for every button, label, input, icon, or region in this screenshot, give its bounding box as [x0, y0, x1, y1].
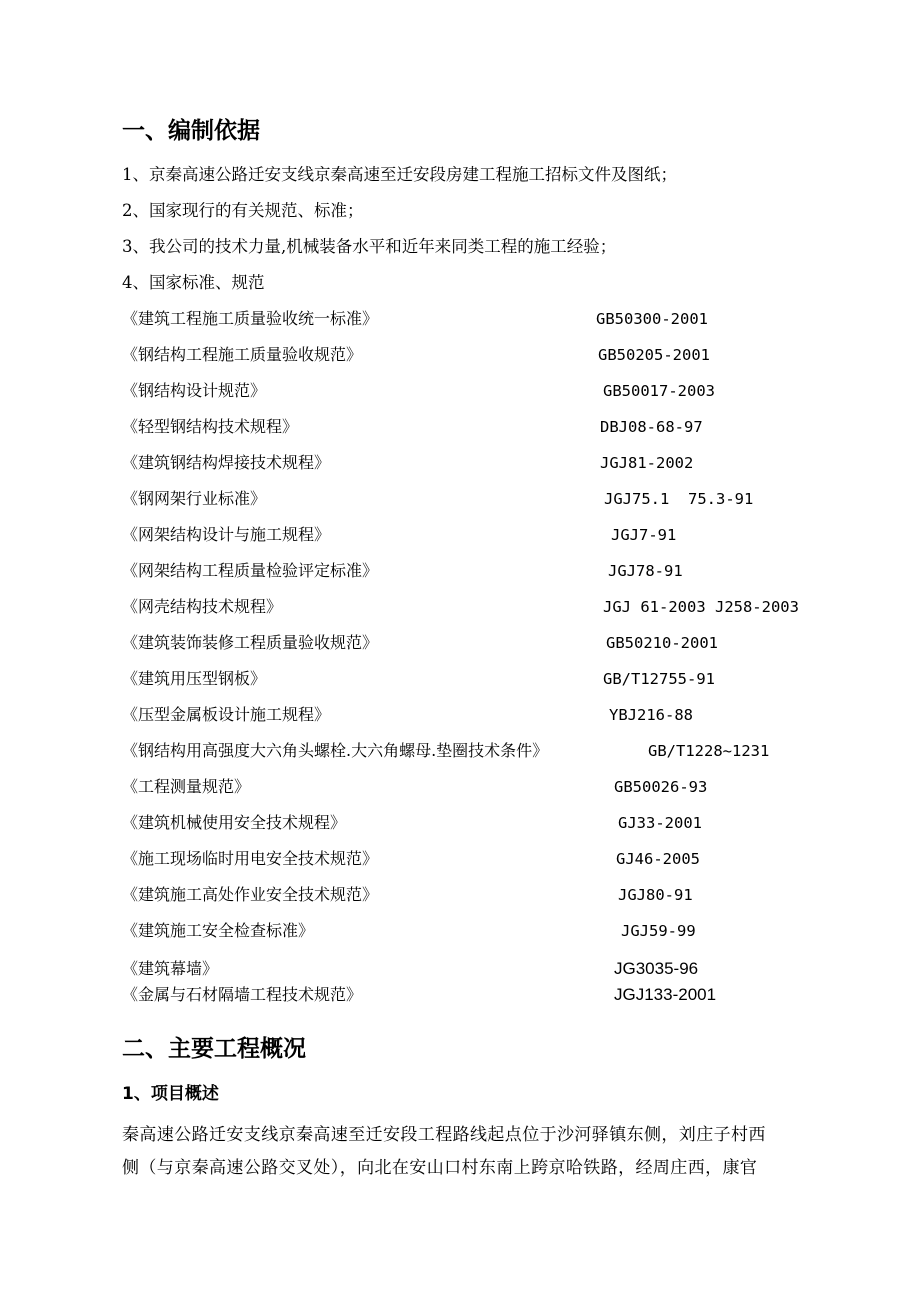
standard-name: 《建筑机械使用安全技术规程》: [122, 813, 347, 832]
standard-name: 《建筑施工高处作业安全技术规范》: [122, 885, 379, 904]
standard-row: [122, 379, 822, 403]
section1-title: 一、编制依据: [122, 118, 260, 144]
standard-row: [122, 811, 822, 835]
basis-item-4: 4、国家标准、规范: [122, 273, 265, 292]
standard-row: [122, 559, 822, 583]
standard-row: [122, 703, 822, 727]
standard-name: 《建筑用压型钢板》: [122, 669, 267, 688]
standard-code: JGJ7-91: [611, 526, 677, 544]
standard-code: JGJ81-2002: [600, 454, 694, 472]
section2-title: 二、主要工程概况: [122, 1036, 306, 1062]
standard-row: [122, 595, 822, 619]
standard-name: 《建筑施工安全检查标准》: [122, 921, 315, 940]
standard-code: GJ46-2005: [616, 850, 700, 868]
standard-code: YBJ216-88: [609, 706, 693, 724]
standard-name: 《钢结构设计规范》: [122, 381, 267, 400]
standard-name: 《网架结构设计与施工规程》: [122, 525, 331, 544]
basis-item-1: 1、京秦高速公路迁安支线京秦高速至迁安段房建工程施工招标文件及图纸；: [122, 165, 677, 184]
standard-name: 《建筑装饰装修工程质量验收规范》: [122, 633, 379, 652]
body-text-line-2: 侧（与京秦高速公路交叉处），向北在安山口村东南上跨京哈铁路，经周庄西，康官: [122, 1158, 758, 1178]
standard-name: 《建筑钢结构焊接技术规程》: [122, 453, 331, 472]
standard-name: 《建筑工程施工质量验收统一标准》: [122, 309, 379, 328]
standard-code: GB/T12755-91: [603, 670, 715, 688]
standard-row: [122, 847, 822, 871]
standard-name: 《网壳结构技术规程》: [122, 597, 283, 616]
standard-row: [122, 415, 822, 439]
standard-row: [122, 523, 822, 547]
standard-code: JGJ75.1 75.3-91: [604, 490, 754, 508]
standard-code: GB50210-2001: [606, 634, 718, 652]
basis-item-3: 3、我公司的技术力量,机械装备水平和近年来同类工程的施工经验；: [122, 237, 617, 256]
standard-row: [122, 307, 822, 331]
standard-row: [122, 883, 822, 907]
standard-code: GB50026-93: [614, 778, 708, 796]
basis-item-2: 2、国家现行的有关规范、标准；: [122, 201, 364, 220]
standard-code: JGJ133-2001: [614, 985, 717, 1004]
standard-row: [122, 739, 822, 763]
standard-row: [122, 487, 822, 511]
standard-code: JGJ59-99: [621, 922, 696, 940]
standard-row: [122, 631, 822, 655]
standard-code: JGJ78-91: [608, 562, 683, 580]
standard-code: GB50300-2001: [596, 310, 708, 328]
standard-name: 《轻型钢结构技术规程》: [122, 417, 299, 436]
standard-code: JG3035-96: [614, 959, 699, 978]
standard-name: 《网架结构工程质量检验评定标准》: [122, 561, 379, 580]
standard-code: JGJ80-91: [618, 886, 693, 904]
standard-row: [122, 667, 822, 691]
standard-row: [122, 451, 822, 475]
standard-row: [122, 957, 822, 981]
body-text-line-1: 秦高速公路迁安支线京秦高速至迁安段工程路线起点位于沙河驿镇东侧，刘庄子村西: [122, 1125, 766, 1145]
standard-row: [122, 983, 822, 1007]
standard-code: GB/T1228~1231: [648, 742, 770, 760]
standard-code: GB50017-2003: [603, 382, 715, 400]
standard-name: 《施工现场临时用电安全技术规范》: [122, 849, 379, 868]
standard-name: 《钢网架行业标准》: [122, 489, 267, 508]
section2-subtitle: 1、项目概述: [122, 1084, 219, 1104]
standard-code: JGJ 61-2003 J258-2003: [603, 598, 799, 616]
standard-row: [122, 343, 822, 367]
standard-row: [122, 919, 822, 943]
standard-name: 《工程测量规范》: [122, 777, 251, 796]
standard-name: 《钢结构工程施工质量验收规范》: [122, 345, 363, 364]
standard-code: GB50205-2001: [598, 346, 710, 364]
standard-row: [122, 775, 822, 799]
standard-name: 《金属与石材隔墙工程技术规范》: [122, 985, 363, 1004]
standard-name: 《建筑幕墙》: [122, 959, 219, 978]
standard-name: 《钢结构用高强度大六角头螺栓.大六角螺母.垫圈技术条件》: [122, 741, 549, 760]
standard-name: 《压型金属板设计施工规程》: [122, 705, 331, 724]
standard-code: DBJ08-68-97: [600, 418, 703, 436]
standard-code: GJ33-2001: [618, 814, 702, 832]
